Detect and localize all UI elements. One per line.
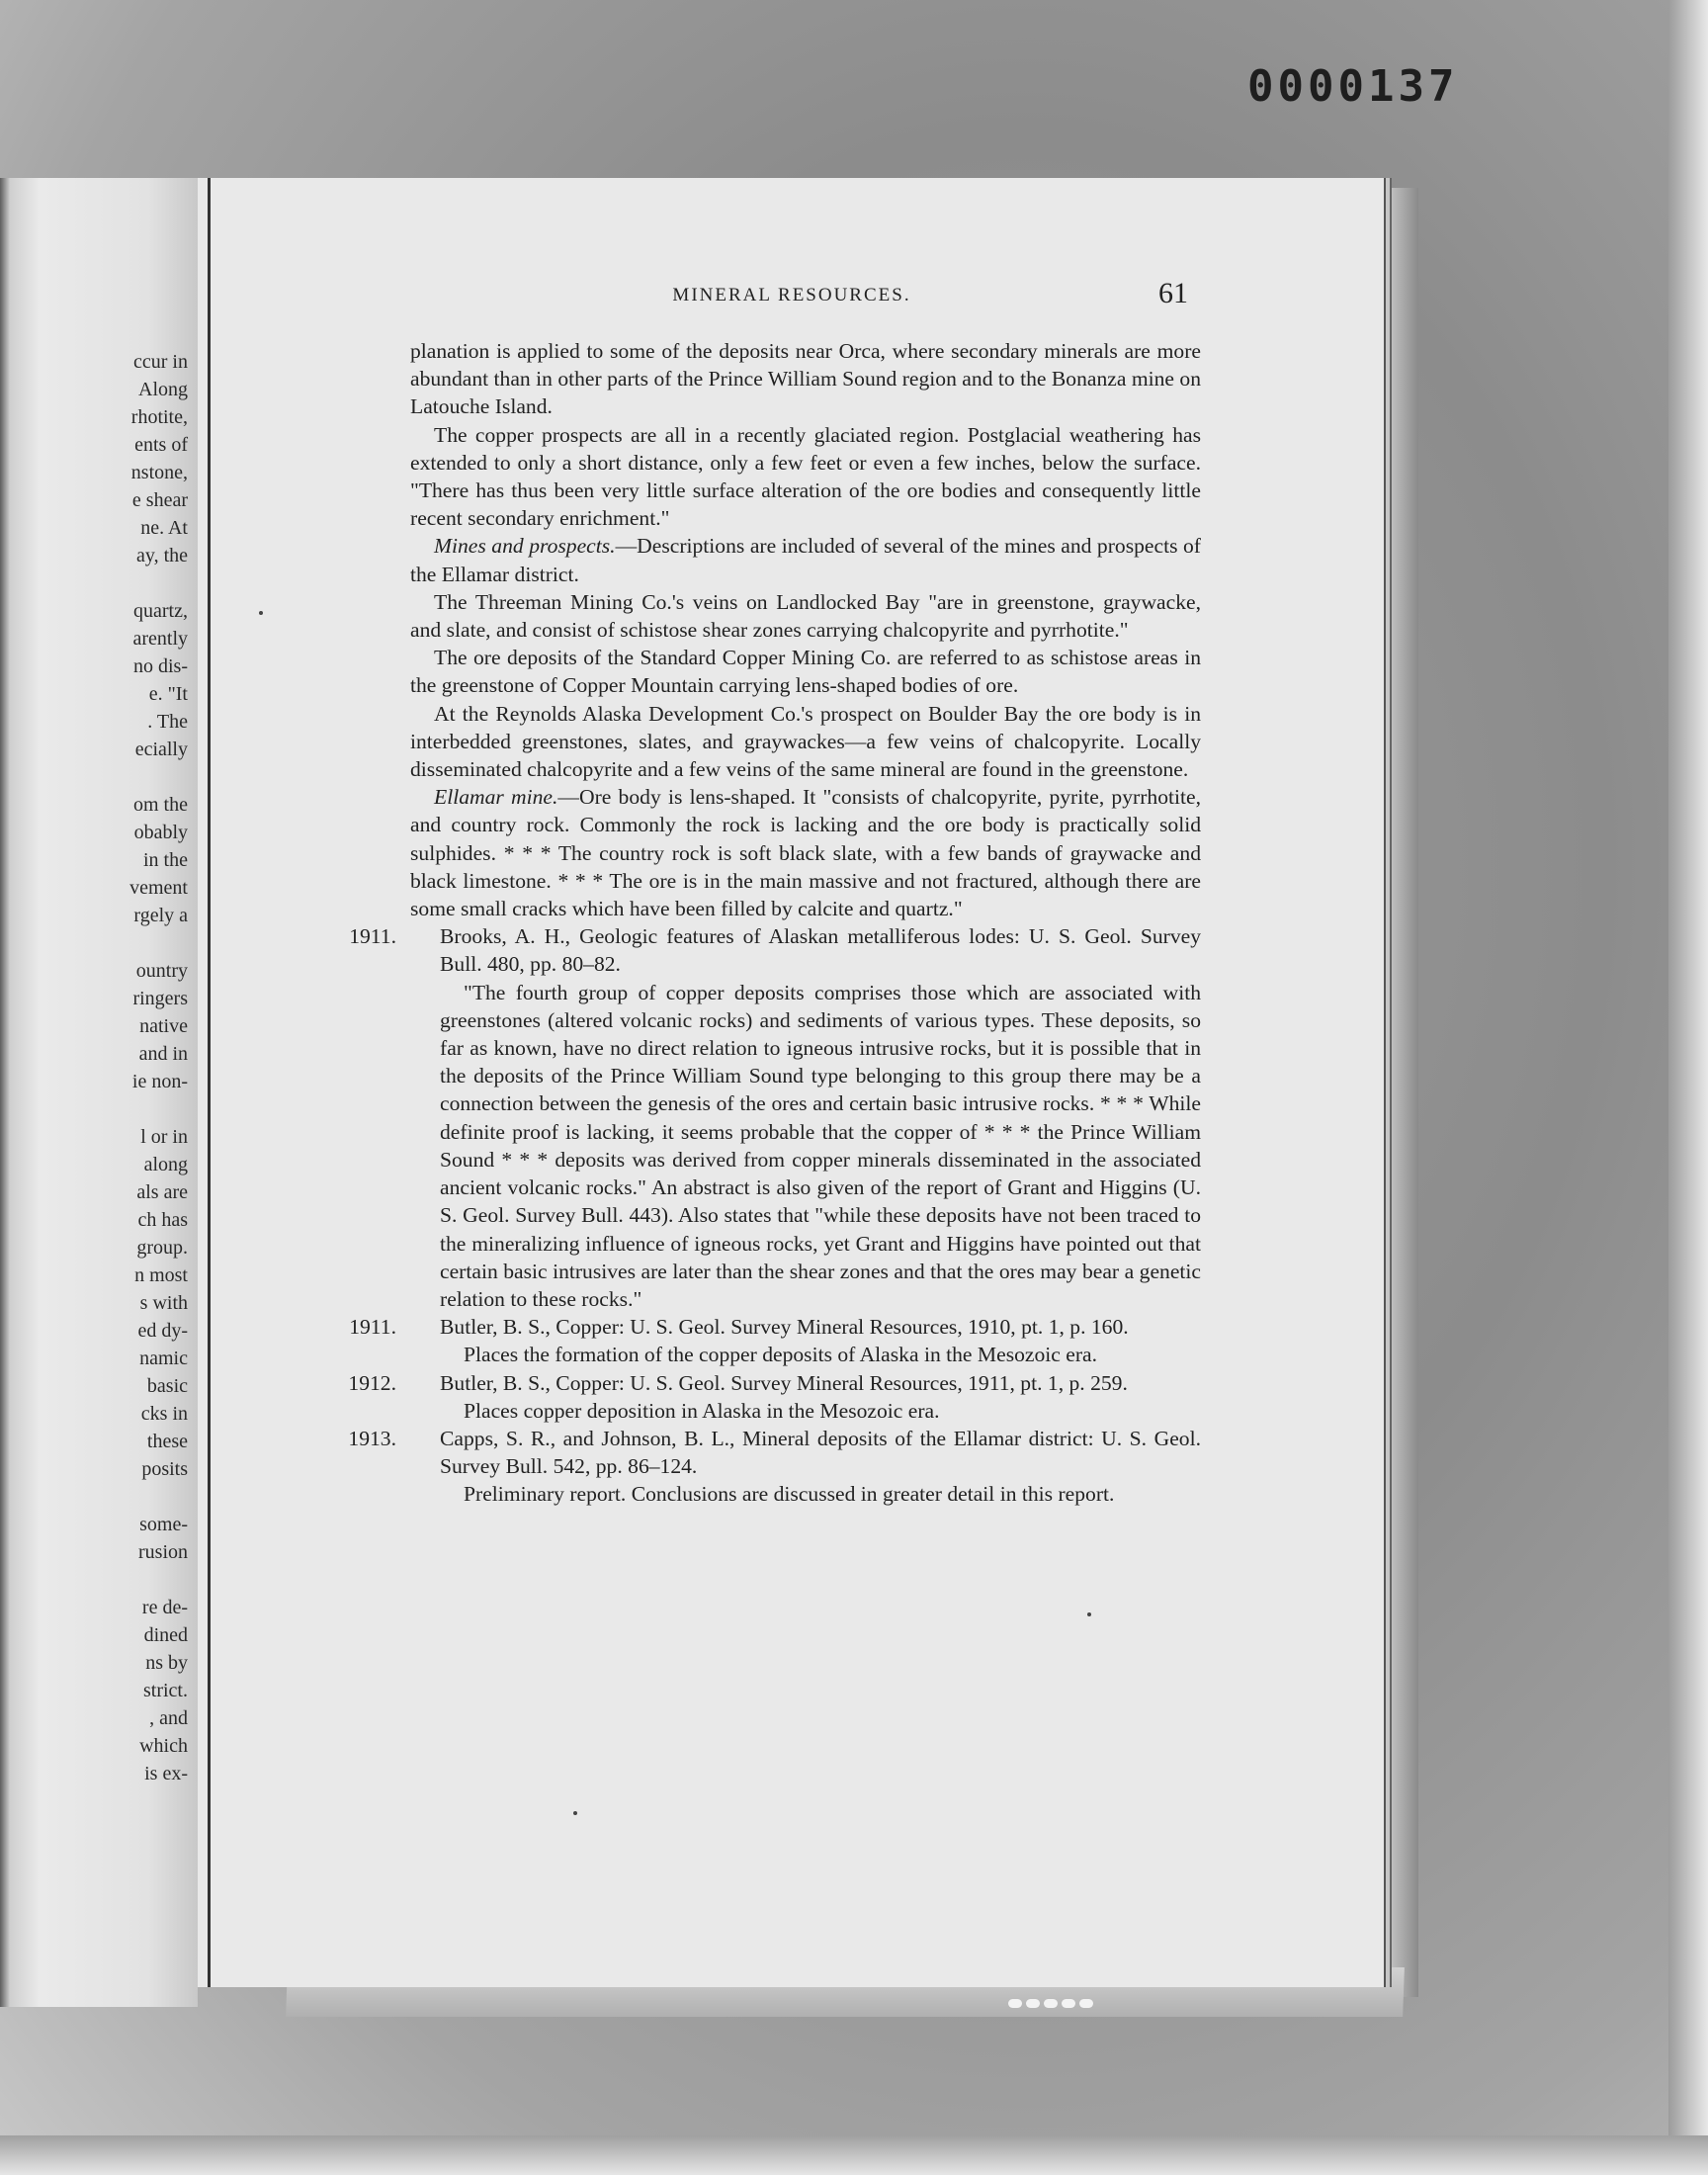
left-page-fragment: quartz, bbox=[133, 600, 188, 622]
paragraph: The ore deposits of the Standard Copper Mining Co. are referred to as schistose areas in the greenstone of Copper Mountain carrying lens-shaped bodies of ore. bbox=[410, 646, 1201, 698]
binding-hole bbox=[1008, 1999, 1022, 2008]
left-page-fragment: s with bbox=[139, 1292, 188, 1314]
left-page-fragment: cks in bbox=[140, 1403, 188, 1425]
left-page-fragment: Along bbox=[138, 379, 188, 400]
left-page-fragment: strict. bbox=[143, 1680, 188, 1701]
stray-mark bbox=[1087, 1612, 1091, 1616]
left-page-fragment: obably bbox=[133, 822, 188, 843]
left-page-fragment: vement bbox=[129, 877, 188, 899]
left-page-fragment: e. "It bbox=[148, 683, 188, 705]
reference-year: 1911. bbox=[349, 924, 396, 949]
left-page-fragment bbox=[10, 1566, 188, 1594]
paragraph bbox=[410, 532, 1201, 587]
binding-hole bbox=[1062, 1999, 1075, 2008]
stray-mark bbox=[573, 1811, 577, 1815]
reference-entry bbox=[349, 922, 1201, 978]
paragraph: planation is applied to some of the deposits near Orca, where secondary minerals are more abundant than in other parts of the Prince William Sound region and to the Bonanza mine on Latouche Island. bbox=[410, 339, 1201, 419]
left-page-fragment: l or in bbox=[140, 1126, 188, 1148]
reference-entry bbox=[348, 1369, 1201, 1397]
page-stack-edge bbox=[1379, 188, 1418, 1997]
paragraph: The Threeman Mining Co.'s veins on Landlocked Bay "are in greenstone, graywacke, and slate, and consist of schistose shear zones carrying chalcopyrite and pyrrhotite." bbox=[410, 589, 1201, 643]
left-page-fragment: rusion bbox=[138, 1541, 188, 1563]
left-page-fragment: e shear bbox=[131, 489, 188, 511]
left-page-fragment bbox=[10, 569, 188, 597]
reference-year: 1913. bbox=[348, 1426, 396, 1450]
reference-note: Places copper deposition in Alaska in the Mesozoic era. bbox=[464, 1398, 940, 1423]
left-page-fragment: ie non- bbox=[131, 1071, 188, 1092]
left-page-fragment: rgely a bbox=[133, 905, 188, 926]
section-lead: Mines and prospects. bbox=[434, 534, 616, 559]
running-title: MINERAL RESOURCES. bbox=[672, 285, 911, 305]
left-page-fragment: ents of bbox=[134, 434, 188, 456]
page-number: 61 bbox=[1158, 277, 1188, 309]
binding-holes bbox=[1008, 1995, 1127, 2015]
left-page-fragment: dined bbox=[143, 1624, 188, 1646]
left-page-fragment: nstone, bbox=[130, 462, 188, 483]
reference-note: "The fourth group of copper deposits comprises those which are associated with greenstones (altered volcanic rocks) and sediments of various types. These deposits, so far as known, have no direct relation to igneous intrusive rocks, but it is possible that in the deposits of the Prince William Sound type belonging to this group there may be a connection between the genesis of the ores and certain basic intrusive rocks. * * * While definite proof is lacking, it seems probable that the copper of * * * the Prince William Sound * * * deposits was derived from copper minerals disseminated in the associated ancient volcanic rocks." An abstract is also given of the report of Grant and Higgins (U. S. Geol. Survey Bull. 443). Also states that "while these deposits have not been traced to the mineralizing influence of igneous rocks, yet Grant and Higgins have pointed out that certain basic intrusives are later than the shear zones and that the ores may bear a genetic relation to these rocks." bbox=[440, 980, 1201, 1311]
left-page-fragment: along bbox=[143, 1154, 188, 1175]
binding-hole bbox=[1026, 1999, 1040, 2008]
paragraph-text: —Descriptions are included of several of the mines and prospects of the Ellamar district. bbox=[410, 534, 1201, 586]
left-page-fragment: and in bbox=[138, 1043, 188, 1065]
reference-entry bbox=[348, 1425, 1201, 1480]
left-page-fragment: native bbox=[139, 1015, 188, 1037]
gutter-line bbox=[208, 178, 211, 1987]
left-facing-page bbox=[0, 178, 198, 2007]
left-page-fragment: ed dy- bbox=[137, 1320, 188, 1342]
reference-note: Preliminary report. Conclusions are discussed in greater detail in this report. bbox=[464, 1482, 1115, 1507]
left-page-fragment: . The bbox=[147, 711, 188, 733]
left-page-fragment bbox=[10, 763, 188, 791]
left-page-fragment: group. bbox=[136, 1237, 188, 1259]
paragraph: The copper prospects are all in a recently glaciated region. Postglacial weathering has extended to only a short distance, only a few feet or even a few inches, below the surface. "There has thus been very little surface alteration of the ore bodies and consequently little recent secondary enrichment." bbox=[410, 422, 1201, 531]
main-page bbox=[198, 178, 1384, 1987]
left-page-fragment: als are bbox=[136, 1181, 188, 1203]
reference-entry bbox=[349, 1313, 1201, 1341]
left-page-fragment bbox=[10, 929, 188, 957]
reference-year: 1912. bbox=[348, 1370, 396, 1395]
binding-hole bbox=[1079, 1999, 1093, 2008]
paragraph-text: —Ore body is lens-shaped. It "consists of chalcopyrite, pyrite, pyrrhotite, and country rock. Commonly the rock is lacking and the ore body is practically solid sulphides. * * * The country rock is soft black slate, with a few bands of graywacke and black limestone. * * * The ore is in the main massive and not fractured, although there are some small cracks which have been filled by calcite and quartz." bbox=[410, 785, 1201, 921]
left-page-fragment: no dis- bbox=[133, 655, 188, 677]
stray-mark bbox=[259, 611, 263, 615]
section-lead: Ellamar mine. bbox=[434, 785, 558, 810]
left-page-fragment bbox=[10, 1483, 188, 1511]
left-page-fragment: which bbox=[139, 1735, 188, 1757]
reference-note: Places the formation of the copper deposits of Alaska in the Mesozoic era. bbox=[464, 1343, 1098, 1367]
left-page-fragment: rhotite, bbox=[130, 406, 188, 428]
left-page-text-fragments bbox=[10, 348, 188, 1787]
scan-edge-right bbox=[1668, 0, 1708, 2175]
paragraph bbox=[410, 783, 1201, 922]
left-page-fragment: re de- bbox=[141, 1597, 188, 1618]
left-page-fragment: ns by bbox=[145, 1652, 188, 1674]
frame-number: 0000137 bbox=[1247, 61, 1459, 112]
left-page-fragment: ccur in bbox=[133, 351, 188, 373]
left-page-fragment: ringers bbox=[132, 988, 188, 1009]
left-page-fragment: ountry bbox=[135, 960, 188, 982]
left-page-fragment: ch has bbox=[137, 1209, 188, 1231]
left-page-fragment: basic bbox=[146, 1375, 188, 1397]
left-page-fragment: some- bbox=[139, 1514, 188, 1535]
reference-year: 1911. bbox=[349, 1315, 396, 1340]
left-page-fragment: ne. At bbox=[140, 517, 188, 539]
left-page-fragment: namic bbox=[139, 1348, 188, 1369]
running-head bbox=[198, 277, 1384, 324]
left-page-fragment: posits bbox=[141, 1458, 188, 1480]
left-page-fragment: om the bbox=[133, 794, 188, 816]
left-page-fragment: arently bbox=[132, 628, 188, 650]
body-text bbox=[348, 337, 1201, 1509]
left-page-fragment: these bbox=[146, 1431, 188, 1452]
reference-citation: Butler, B. S., Copper: U. S. Geol. Survey Mineral Resources, 1911, pt. 1, p. 259. bbox=[440, 1370, 1128, 1395]
left-page-fragment: in the bbox=[143, 849, 188, 871]
reference-citation: Butler, B. S., Copper: U. S. Geol. Survey Mineral Resources, 1910, pt. 1, p. 160. bbox=[440, 1315, 1129, 1340]
binding-hole bbox=[1044, 1999, 1058, 2008]
reference-citation: Brooks, A. H., Geologic features of Alaskan metalliferous lodes: U. S. Geol. Survey Bull. 480, pp. 80–82. bbox=[440, 924, 1201, 977]
scan-edge-bottom bbox=[0, 2135, 1708, 2175]
left-page-fragment: ay, the bbox=[135, 545, 188, 566]
left-page-fragment: is ex- bbox=[144, 1763, 188, 1784]
reference-citation: Capps, S. R., and Johnson, B. L., Mineral deposits of the Ellamar district: U. S. Geol. Survey Bull. 542, pp. 86–124. bbox=[440, 1426, 1201, 1479]
left-page-fragment: ecially bbox=[134, 739, 188, 760]
left-page-fragment bbox=[10, 1095, 188, 1123]
paragraph: At the Reynolds Alaska Development Co.'s prospect on Boulder Bay the ore body is in interbedded greenstones, slates, and graywackes—a few veins of chalcopyrite. Locally disseminated chalcopyrite and a few veins of the same mineral are found in the greenstone. bbox=[410, 701, 1201, 782]
left-page-fragment: , and bbox=[149, 1707, 188, 1729]
left-page-fragment: n most bbox=[134, 1264, 188, 1286]
